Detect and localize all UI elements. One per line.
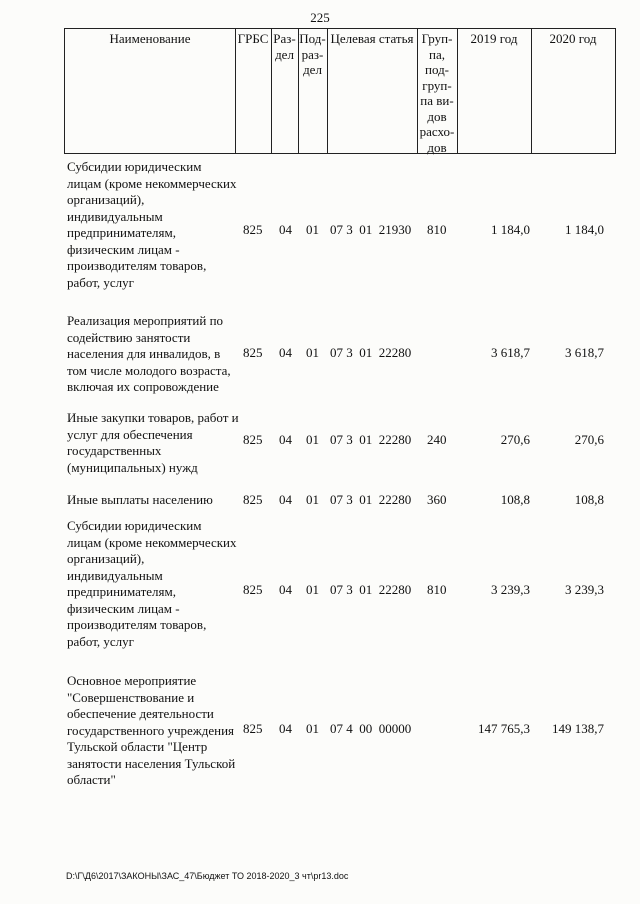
row-name: Субсидии юридическим лицам (кроме некоммерческих организаций), индивидуальным предпринимателям, физическим лицам - производителям товаров, работ, услуг [67, 518, 237, 649]
row-2019: 147 765,3 [478, 721, 530, 736]
row-2019: 3 618,7 [491, 345, 530, 360]
file-path-footer: D:\Г\Д6\2017\ЗАКОНЫ\ЗАС_47\Бюджет ТО 2018-2020_3 чт\pr13.doc [66, 871, 349, 881]
row-group: 810 [427, 582, 447, 597]
row-2020: 3 239,3 [565, 582, 604, 597]
row-group: 360 [427, 492, 447, 507]
row-podrazdel: 01 [306, 345, 319, 360]
header-name: Наименование [109, 31, 191, 46]
row-target: 07 3 01 22280 [330, 582, 412, 597]
header-2019: 2019 год [470, 31, 518, 46]
header-target: Целевая статья [330, 31, 414, 46]
column-divider [327, 29, 328, 153]
row-2020: 149 138,7 [552, 721, 604, 736]
row-razdel: 04 [279, 582, 292, 597]
row-2020: 3 618,7 [565, 345, 604, 360]
row-podrazdel: 01 [306, 222, 319, 237]
row-name: Реализация мероприятий по содействию занятости населения для инвалидов, в том числе молодого возраста, включая их сопровождение [67, 313, 231, 394]
row-name: Иные выплаты населению [67, 492, 213, 507]
row-name: Иные закупки товаров, работ и услуг для обеспечения государственных (муниципальных) нужд [67, 410, 239, 475]
row-2020: 270,6 [574, 432, 604, 447]
row-2019: 3 239,3 [491, 582, 530, 597]
row-group: 240 [427, 432, 447, 447]
row-grbs: 825 [243, 721, 263, 736]
row-target: 07 3 01 22280 [330, 345, 412, 360]
row-grbs: 825 [243, 492, 263, 507]
row-target: 07 3 01 22280 [330, 432, 412, 447]
row-2019: 270,6 [500, 432, 530, 447]
row-grbs: 825 [243, 345, 263, 360]
header-podrazdel: Под- раз- дел [299, 31, 326, 77]
table-header [64, 28, 616, 154]
column-divider [457, 29, 458, 153]
row-grbs: 825 [243, 432, 263, 447]
header-razdel: Раз- дел [273, 31, 296, 62]
row-target: 07 4 00 00000 [330, 721, 412, 736]
row-2019: 108,8 [500, 492, 530, 507]
row-group: 810 [427, 222, 447, 237]
page-number: 225 [310, 10, 330, 25]
row-2020: 108,8 [574, 492, 604, 507]
row-target: 07 3 01 22280 [330, 492, 412, 507]
column-divider [531, 29, 532, 153]
row-2020: 1 184,0 [565, 222, 604, 237]
header-group: Груп- па, под- груп- па ви- дов расхо- дов [419, 31, 455, 155]
row-podrazdel: 01 [306, 432, 319, 447]
header-2020: 2020 год [549, 31, 597, 46]
column-divider [235, 29, 236, 153]
row-razdel: 04 [279, 345, 292, 360]
header-grbs: ГРБС [237, 31, 269, 46]
row-name: Субсидии юридическим лицам (кроме некоммерческих организаций), индивидуальным предпринимателям, физическим лицам - производителям товаров, работ, услуг [67, 159, 237, 290]
row-name: Основное мероприятие "Совершенствование и обеспечение деятельности государственного учреждения Тульской области "Центр занятости населения Тульской области" [67, 673, 236, 787]
row-grbs: 825 [243, 582, 263, 597]
row-razdel: 04 [279, 222, 292, 237]
row-podrazdel: 01 [306, 721, 319, 736]
row-razdel: 04 [279, 432, 292, 447]
row-podrazdel: 01 [306, 492, 319, 507]
row-razdel: 04 [279, 721, 292, 736]
row-2019: 1 184,0 [491, 222, 530, 237]
row-razdel: 04 [279, 492, 292, 507]
row-grbs: 825 [243, 222, 263, 237]
row-target: 07 3 01 21930 [330, 222, 412, 237]
row-podrazdel: 01 [306, 582, 319, 597]
